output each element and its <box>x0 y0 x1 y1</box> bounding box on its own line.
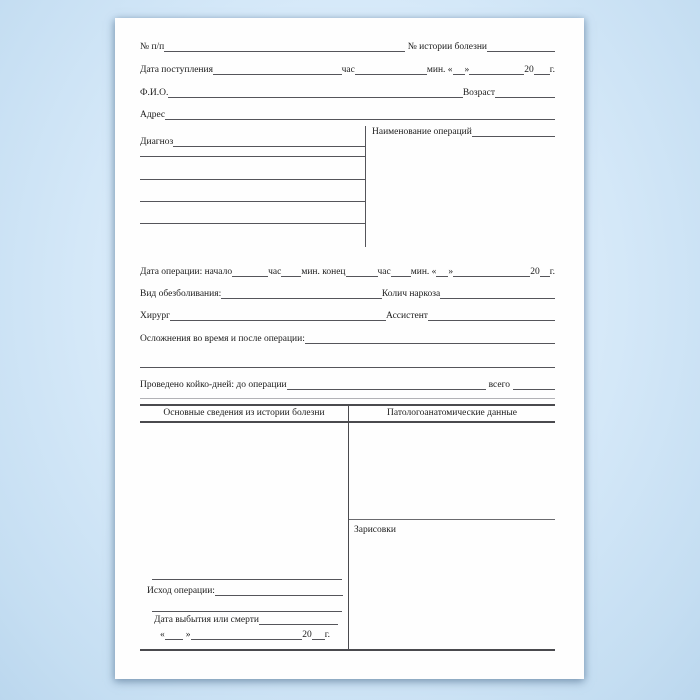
bed-days-total-label: всего <box>488 380 510 390</box>
op-year-blank-line <box>540 274 550 277</box>
bed-days-before-blank-line <box>287 387 486 390</box>
diagnosis-operations-divider <box>365 126 366 247</box>
operation-date-label: Дата операции: начало <box>140 267 233 277</box>
anesthesia-label: Вид обезболивания: <box>140 289 222 299</box>
table-header-divider <box>140 421 555 423</box>
table-header-pathology: Патологоанатомические данные <box>387 408 517 418</box>
name-label: Ф.И.О. <box>140 88 169 98</box>
anesthesia-blank-line <box>221 296 382 299</box>
op-min2-blank-line <box>391 274 411 277</box>
op-end-blank-line <box>346 274 378 277</box>
admission-minute-label: мин. « <box>426 65 453 75</box>
admission-year-blank-line <box>534 72 550 75</box>
diagnosis-blank-line <box>173 144 365 147</box>
age-blank-line <box>495 95 555 98</box>
row-admission-date <box>140 63 555 75</box>
diagnosis-label: Диагноз <box>140 137 174 147</box>
row-outcome <box>147 584 343 596</box>
op-start-blank-line <box>232 274 268 277</box>
op-century-label: 20 <box>530 267 540 277</box>
admission-hour-label: час <box>341 65 355 75</box>
history-pathology-table <box>140 404 555 651</box>
address-label: Адрес <box>140 110 166 120</box>
age-label: Возраст <box>462 88 495 98</box>
op-close-quote: » <box>448 267 454 277</box>
assistant-label: Ассистент <box>385 311 428 321</box>
form-page <box>115 18 584 679</box>
outcome-blank-line <box>215 593 343 596</box>
sketches-label: Зарисовки <box>354 525 396 535</box>
admission-hour-blank-line <box>355 72 427 75</box>
discharge-open-quote: « <box>160 630 165 640</box>
row-surgeon <box>140 309 555 321</box>
table-column-divider <box>348 406 349 649</box>
history-number-label: № истории болезни <box>407 42 487 52</box>
op-hour1-label: час <box>268 267 282 277</box>
row-name-age <box>140 86 555 98</box>
op-month-blank-line <box>453 274 530 277</box>
discharge-close-quote: » <box>185 630 191 640</box>
op-day-blank-line <box>436 274 448 277</box>
table-header-history: Основные сведения из истории болезни <box>163 408 325 418</box>
assistant-blank-line <box>428 318 555 321</box>
discharge-year-suffix: г. <box>324 630 330 640</box>
bed-days-label: Проведено койко-дней: до операции <box>140 380 287 390</box>
op-minute-quote-label: мин. « <box>410 267 437 277</box>
row-complications <box>140 332 555 344</box>
bed-days-total-blank-line <box>513 387 555 390</box>
outcome-extra-line-row <box>152 600 342 612</box>
diagnosis-extra-line <box>140 179 365 180</box>
outcome-label: Исход операции: <box>147 586 215 596</box>
table-top-faint-line <box>140 398 555 399</box>
outcome-extra-line-row <box>152 568 342 580</box>
complications-extra-blank-line <box>140 365 555 368</box>
diagnosis-extra-line <box>140 156 365 157</box>
discharge-month-blank-line <box>191 637 303 640</box>
admission-century-label: 20 <box>524 65 534 75</box>
discharge-blank-line <box>259 622 338 625</box>
discharge-day-blank-line <box>165 637 183 640</box>
admission-year-suffix: г. <box>549 65 555 75</box>
admission-date-blank-line <box>213 72 342 75</box>
history-number-blank-line <box>487 49 555 52</box>
diagnosis-extra-line <box>140 201 365 202</box>
admission-close-quote: » <box>464 65 470 75</box>
row-diagnosis <box>140 135 365 147</box>
complications-label: Осложнения во время и после операции: <box>140 334 305 344</box>
surgeon-label: Хирург <box>140 311 170 321</box>
admission-month-blank-line <box>469 72 524 75</box>
row-discharge-date <box>160 628 330 640</box>
anesthesia-amount-label: Колич наркоза <box>381 289 441 299</box>
name-blank-line <box>168 95 462 98</box>
admission-label: Дата поступления <box>140 65 213 75</box>
row-operations <box>372 125 555 137</box>
diagnosis-extra-line <box>140 223 365 224</box>
row-bed-days <box>140 378 555 390</box>
row-discharge <box>154 613 338 625</box>
discharge-label: Дата выбытия или смерти <box>154 615 259 625</box>
sketches-divider <box>349 519 555 520</box>
outcome-extra-blank-line <box>152 577 342 580</box>
op-year-suffix: г. <box>549 267 555 277</box>
serial-blank-line <box>164 49 404 52</box>
discharge-year-blank-line <box>312 637 325 640</box>
row-anesthesia <box>140 287 555 299</box>
row-operation-date <box>140 265 555 277</box>
surgeon-blank-line <box>170 318 386 321</box>
discharge-century-label: 20 <box>302 630 312 640</box>
anesthesia-amount-blank-line <box>440 296 555 299</box>
admission-day-blank-line <box>453 72 465 75</box>
op-hour2-label: час <box>377 267 391 277</box>
row-address <box>140 108 555 120</box>
address-blank-line <box>165 117 555 120</box>
operations-blank-line <box>472 134 555 137</box>
row-serial-number <box>140 40 555 52</box>
op-min-end-label: мин. конец <box>301 267 346 277</box>
complications-blank-line <box>305 341 555 344</box>
outcome-extra-blank-line <box>152 609 342 612</box>
row-complications-continuation <box>140 356 555 368</box>
operations-label: Наименование операций <box>372 127 472 137</box>
serial-label: № п/п <box>140 42 165 52</box>
op-min1-blank-line <box>281 274 301 277</box>
